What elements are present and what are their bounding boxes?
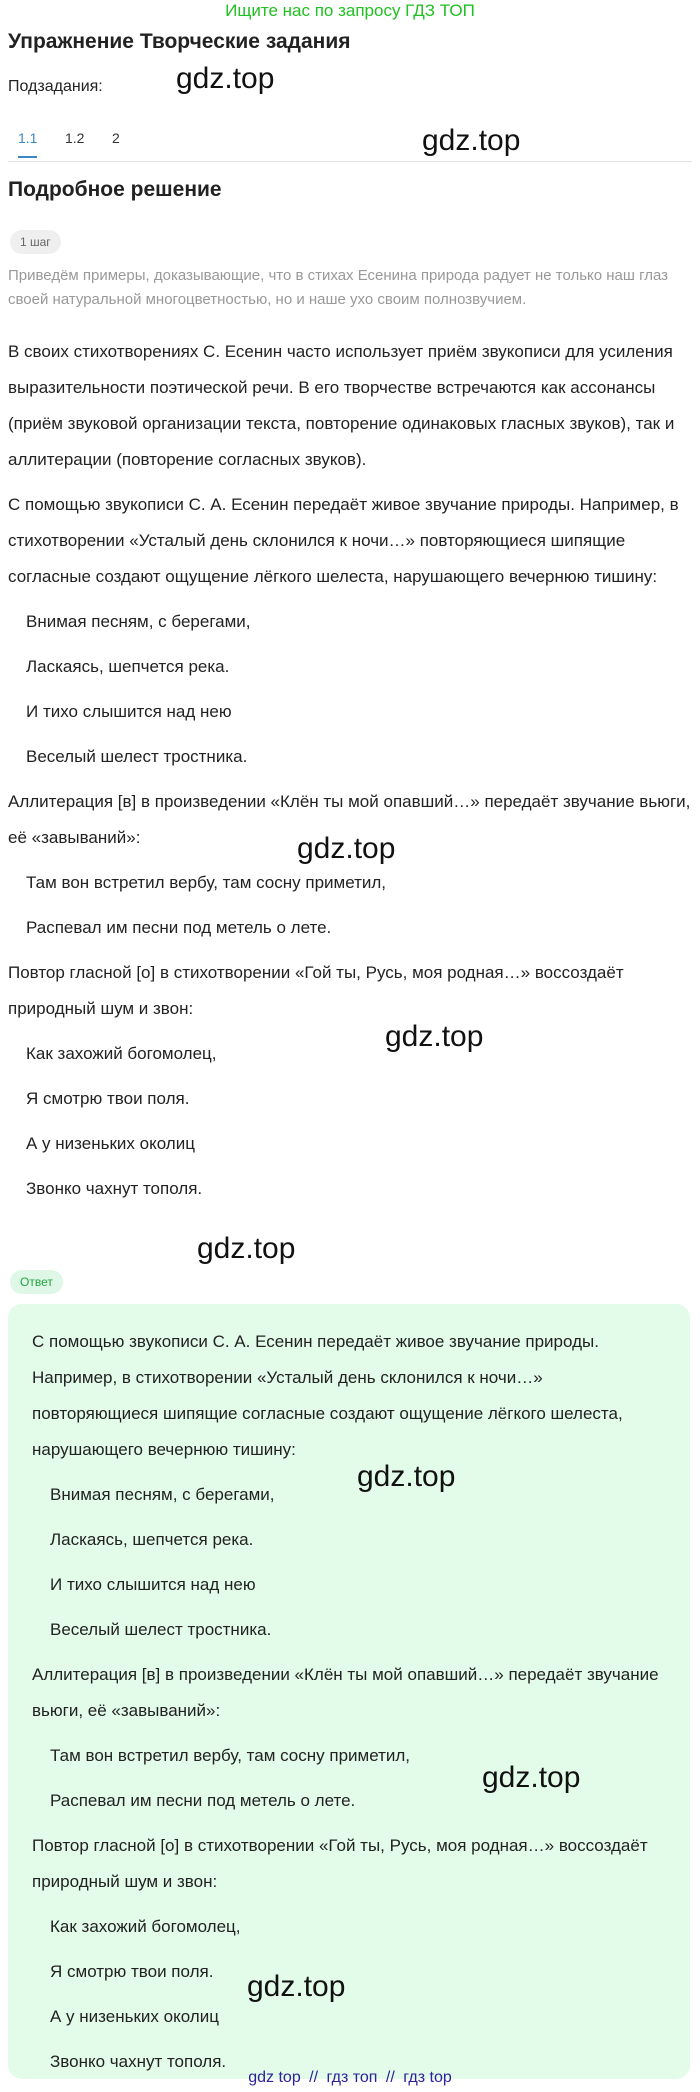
footer-separator: // — [385, 2069, 395, 2086]
watermark: gdz.top — [482, 1761, 581, 1794]
answer-body — [32, 1324, 672, 2089]
solution-paragraph: Повтор гласной [о] в стихотворении «Гой ты, Русь, моя родная…» воссоздаёт природный шум и звон: — [8, 963, 624, 1018]
tab-2[interactable]: 2 — [112, 130, 120, 146]
answer-paragraph: С помощью звукописи С. А. Есенин передаёт живое звучание природы. Например, в стихотворении «Усталый день склонился к ночи…» повторяющиеся шипящие согласные создают ощущение лёгкого шелеста, нарушающего вечернюю тишину: — [32, 1332, 623, 1459]
verse-line: Внимая песням, с берегами, — [26, 612, 251, 631]
verse-line: Там вон встретил вербу, там сосну приметил, — [26, 873, 387, 892]
watermark: gdz.top — [422, 124, 521, 157]
verse-line: А у низеньких околиц — [50, 2007, 219, 2026]
tab-1-1[interactable]: 1.1 — [18, 130, 37, 158]
verse-line: Распевал им песни под метель о лете. — [26, 918, 332, 937]
verse-line: И тихо слышится над нею — [50, 1575, 256, 1594]
verse-line: Звонко чахнут тополя. — [26, 1179, 203, 1198]
tab-1-2[interactable]: 1.2 — [65, 130, 85, 146]
exercise-title: Упражнение Творческие задания — [8, 30, 351, 53]
verse-line: Как захожий богомолец, — [26, 1044, 217, 1063]
watermark: gdz.top — [197, 1232, 296, 1265]
watermark: gdz.top — [247, 1970, 346, 2003]
verse-line: Там вон встретил вербу, там сосну приметил, — [50, 1746, 411, 1765]
watermark: gdz.top — [176, 62, 275, 95]
task-text: Приведём примеры, доказывающие, что в стихах Есенина природа радует не только наш глаз своей натуральной многоцветностью, но и наше ухо своим полнозвучием. — [8, 267, 669, 308]
verse-line: Ласкаясь, шепчется река. — [26, 657, 230, 676]
watermark: gdz.top — [385, 1020, 484, 1053]
solution-paragraph: С помощью звукописи С. А. Есенин передаёт живое звучание природы. Например, в стихотворении «Усталый день склонился к ночи…» повторяющиеся шипящие согласные создают ощущение лёгкого шелеста, нарушающего вечернюю тишину: — [8, 495, 679, 586]
footer-links — [0, 2064, 700, 2092]
solution-body — [8, 334, 692, 1216]
solution-paragraph: Аллитерация [в] в произведении «Клён ты мой опавший…» передаёт звучание вьюги, её «завываний»: — [8, 792, 691, 847]
search-hint-banner: Ищите нас по запросу ГДЗ ТОП — [225, 1, 475, 20]
watermark: gdz.top — [297, 832, 396, 865]
verse-line: Внимая песням, с берегами, — [50, 1485, 275, 1504]
verse-line: Как захожий богомолец, — [50, 1917, 241, 1936]
subtask-tabs — [8, 110, 692, 162]
answer-box — [8, 1304, 690, 2079]
verse-line: Веселый шелест тростника. — [26, 747, 248, 766]
footer-separator: // — [309, 2069, 319, 2086]
answer-paragraph: Аллитерация [в] в произведении «Клён ты мой опавший…» передаёт звучание вьюги, её «завываний»: — [32, 1665, 659, 1720]
solution-paragraph: В своих стихотворениях С. Есенин часто использует приём звукописи для усиления выразительности поэтической речи. В его творчестве встречаются как ассонансы (приём звуковой организации текста, повторение одинаковых гласных звуков), так и аллитерации (повторение согласных звуков). — [8, 342, 675, 469]
solution-title: Подробное решение — [8, 178, 222, 201]
verse-line: Звонко чахнут тополя. — [50, 2052, 227, 2071]
subtasks-label: Подзадания: — [8, 78, 103, 95]
footer-link[interactable]: gdz top — [248, 2069, 301, 2086]
step-badge: 1 шаг — [10, 230, 61, 254]
verse-line: Я смотрю твои поля. — [26, 1089, 190, 1108]
footer-link[interactable]: гдз топ — [326, 2069, 378, 2086]
answer-paragraph: Повтор гласной [о] в стихотворении «Гой ты, Русь, моя родная…» воссоздаёт природный шум и звон: — [32, 1836, 648, 1891]
verse-line: Ласкаясь, шепчется река. — [50, 1530, 254, 1549]
verse-line: Распевал им песни под метель о лете. — [50, 1791, 356, 1810]
verse-line: И тихо слышится над нею — [26, 702, 232, 721]
verse-line: А у низеньких околиц — [26, 1134, 195, 1153]
footer-link[interactable]: гдз top — [403, 2069, 452, 2086]
verse-line: Я смотрю твои поля. — [50, 1962, 214, 1981]
answer-badge: Ответ — [10, 1270, 63, 1294]
watermark: gdz.top — [357, 1460, 456, 1493]
verse-line: Веселый шелест тростника. — [50, 1620, 272, 1639]
